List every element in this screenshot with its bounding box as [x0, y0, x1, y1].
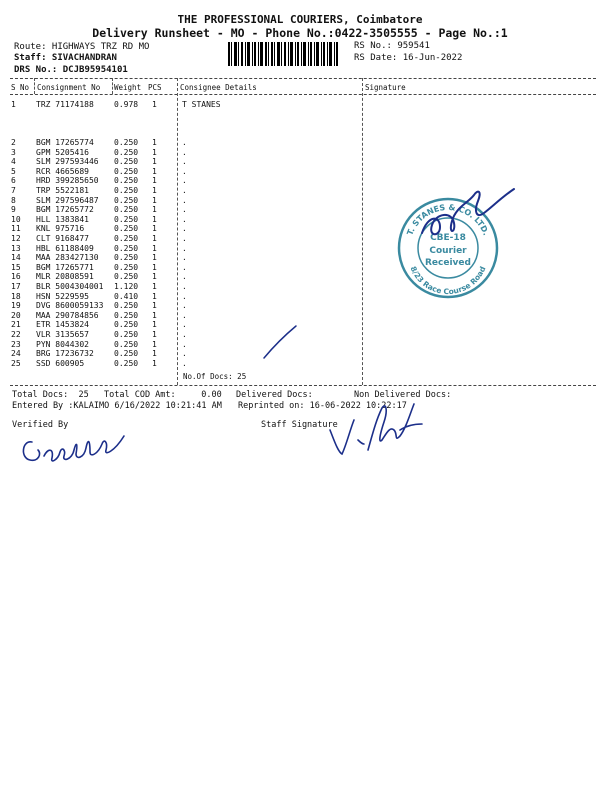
row-consignee-details: . [182, 358, 187, 368]
verified-by-label: Verified By [12, 420, 69, 430]
row-consignee-details: . [182, 243, 187, 253]
drs-number: DRS No.: DCJB95954101 [14, 65, 128, 75]
row-weight: 0.250 [114, 320, 139, 330]
row-sno: 23 [11, 339, 21, 349]
row-pcs: 1 [152, 166, 157, 176]
row-consignment-no: ETR 1453824 [36, 320, 89, 330]
row-consignment-no: HBL 61188409 [36, 243, 94, 253]
row-weight: 0.250 [114, 166, 139, 176]
row-weight: 0.250 [114, 301, 139, 311]
table-row [10, 244, 370, 254]
row-sno: 15 [11, 262, 21, 272]
row-weight: 0.250 [114, 330, 139, 339]
row-sno: 1 [11, 100, 16, 109]
row-consignment-no: GPM 5205416 [36, 147, 89, 157]
row-consignment-no: VLR 3135657 [36, 330, 89, 339]
row-sno: 18 [11, 291, 21, 301]
table-row [10, 205, 370, 215]
row-consignee-details: . [182, 147, 187, 157]
row-weight: 0.250 [114, 262, 139, 272]
row-consignee-details: . [182, 301, 187, 311]
row-pcs: 1 [152, 205, 157, 215]
row-weight: 0.250 [114, 339, 139, 349]
table-row [10, 272, 370, 282]
row-pcs: 1 [152, 214, 157, 224]
row-pcs: 1 [152, 243, 157, 253]
table-row [10, 301, 370, 311]
row-weight: 0.250 [114, 349, 139, 359]
stamp-line-2: Courier [429, 246, 467, 256]
row-sno: 7 [11, 186, 16, 195]
table-row [10, 263, 370, 273]
header-consignee-details: Consignee Details [180, 83, 257, 92]
row-sno: 6 [11, 176, 16, 186]
row-sno: 21 [11, 320, 21, 330]
row-consignee-details: . [182, 186, 187, 195]
row-consignment-no: BGM 17265774 [36, 138, 94, 147]
row-weight: 0.250 [114, 176, 139, 186]
row-pcs: 1 [152, 100, 157, 109]
row-weight: 0.978 [114, 100, 139, 109]
row-sno: 9 [11, 205, 16, 215]
row-pcs: 1 [152, 291, 157, 301]
pen-mark-image [260, 322, 300, 362]
row-consignment-no: HRD 399285650 [36, 176, 99, 186]
stamp-line-3: Received [425, 258, 471, 268]
row-consignee-details: . [182, 205, 187, 215]
row-consignment-no: MLR 20808591 [36, 272, 94, 282]
rs-date: RS Date: 16-Jun-2022 [354, 53, 463, 63]
table-row [10, 253, 370, 263]
row-consignee-details: . [182, 157, 187, 167]
company-title: THE PROFESSIONAL COURIERS, Coimbatore [177, 13, 423, 26]
row-pcs: 1 [152, 310, 157, 320]
table-row [10, 359, 370, 369]
stamp-bottom-text: 8/23 Race Course Road [408, 264, 488, 297]
row-pcs: 1 [152, 176, 157, 186]
row-sno: 20 [11, 310, 21, 320]
staff-label: Staff: SIVACHANDRAN [14, 53, 117, 63]
row-weight: 0.250 [114, 243, 139, 253]
row-sno: 22 [11, 330, 21, 339]
row-pcs: 1 [152, 339, 157, 349]
row-pcs: 1 [152, 358, 157, 368]
row-consignee-details: . [182, 262, 187, 272]
row-weight: 0.250 [114, 224, 139, 234]
row-pcs: 1 [152, 349, 157, 359]
row-consignment-no: RCR 4665689 [36, 166, 89, 176]
row-consignment-no: BLR 5004304001 [36, 282, 104, 291]
row-consignee-details: . [182, 282, 187, 291]
table-row [10, 100, 370, 110]
row-sno: 25 [11, 358, 21, 368]
header-sno: S No [11, 83, 30, 92]
row-pcs: 1 [152, 138, 157, 147]
route-label: Route: HIGHWAYS TRZ RD MO [14, 42, 150, 52]
row-consignee-details: . [182, 339, 187, 349]
row-sno: 19 [11, 301, 21, 311]
table-row [10, 196, 370, 206]
row-consignment-no: MAA 283427130 [36, 253, 99, 263]
row-sno: 5 [11, 166, 16, 176]
row-weight: 0.250 [114, 214, 139, 224]
runsheet-subtitle: Delivery Runsheet - MO - Phone No.:0422-3505555 - Page No.:1 [92, 26, 508, 40]
row-consignee-details: . [182, 349, 187, 359]
table-row [10, 215, 370, 225]
row-weight: 0.250 [114, 234, 139, 243]
row-sno: 24 [11, 349, 21, 359]
row-pcs: 1 [152, 195, 157, 205]
row-consignee-details: . [182, 214, 187, 224]
row-consignment-no: CLT 9168477 [36, 234, 89, 243]
table-row [10, 157, 370, 167]
table-bottom-rule [10, 385, 596, 386]
row-consignee-details: . [182, 224, 187, 234]
row-sno: 3 [11, 147, 16, 157]
col-divider [34, 78, 35, 94]
row-sno: 13 [11, 243, 21, 253]
stamp-line-1: CBE-18 [430, 233, 466, 243]
row-sno: 17 [11, 282, 21, 291]
row-pcs: 1 [152, 234, 157, 243]
table-row [10, 282, 370, 292]
verifier-signature-image [18, 420, 130, 468]
table-row [10, 292, 370, 302]
row-sno: 2 [11, 138, 16, 147]
receiver-signature-image [418, 185, 522, 245]
row-consignment-no: TRP 5522181 [36, 186, 89, 195]
total-cod-amount: Total COD Amt: 0.00 [104, 390, 222, 400]
row-consignment-no: SLM 297593446 [36, 157, 99, 167]
table-row [10, 234, 370, 244]
row-pcs: 1 [152, 186, 157, 195]
row-consignee-details: . [182, 253, 187, 263]
svg-text:8/23 Race Course Road [409, 265, 488, 296]
staff-signature-label: Staff Signature [261, 420, 338, 430]
table-top-rule [10, 78, 596, 79]
row-sno: 4 [11, 157, 16, 167]
row-consignment-no: HLL 1383841 [36, 214, 89, 224]
row-consignee-details: T STANES [182, 100, 221, 109]
row-sno: 12 [11, 234, 21, 243]
row-pcs: 1 [152, 272, 157, 282]
row-consignment-no: SSD 600905 [36, 358, 85, 368]
stamp-top-text: T. STANES & CO. LTD. [405, 202, 491, 237]
row-consignee-details: . [182, 310, 187, 320]
row-weight: 0.410 [114, 291, 139, 301]
row-consignment-no: BGM 17265771 [36, 262, 94, 272]
table-row [10, 330, 370, 340]
row-sno: 14 [11, 253, 21, 263]
row-weight: 0.250 [114, 147, 139, 157]
row-consignment-no: PYN 8044302 [36, 339, 89, 349]
row-weight: 0.250 [114, 310, 139, 320]
row-sno: 16 [11, 272, 21, 282]
row-consignee-details: . [182, 138, 187, 147]
row-consignment-no: TRZ 71174188 [36, 100, 94, 109]
row-pcs: 1 [152, 282, 157, 291]
table-row [10, 340, 370, 350]
row-weight: 0.250 [114, 195, 139, 205]
rs-number: RS No.: 959541 [354, 41, 430, 51]
table-row [10, 186, 370, 196]
col-divider [112, 78, 113, 94]
row-pcs: 1 [152, 157, 157, 167]
row-sno: 10 [11, 214, 21, 224]
table-row [10, 320, 370, 330]
header-consignment: Consignment No [37, 83, 101, 92]
table-row [10, 311, 370, 321]
row-weight: 0.250 [114, 157, 139, 167]
row-consignment-no: DVG 8600059133 [36, 301, 104, 311]
entered-by: Entered By :KALAIMO 6/16/2022 10:21:41 AM [12, 401, 222, 411]
row-consignment-no: BRG 17236732 [36, 349, 94, 359]
row-weight: 0.250 [114, 138, 139, 147]
row-consignee-details: . [182, 272, 187, 282]
staff-signature-image [328, 400, 424, 460]
row-consignee-details: . [182, 320, 187, 330]
row-pcs: 1 [152, 224, 157, 234]
header-pcs: PCS [148, 83, 162, 92]
row-pcs: 1 [152, 330, 157, 339]
row-consignment-no: SLM 297596487 [36, 195, 99, 205]
row-pcs: 1 [152, 253, 157, 263]
table-row [10, 167, 370, 177]
row-weight: 0.250 [114, 253, 139, 263]
row-consignee-details: . [182, 195, 187, 205]
row-weight: 0.250 [114, 358, 139, 368]
row-pcs: 1 [152, 147, 157, 157]
row-weight: 0.250 [114, 272, 139, 282]
header-weight: Weight [114, 83, 142, 92]
header-signature: Signature [365, 83, 406, 92]
table-header-rule [10, 94, 596, 95]
row-sno: 11 [11, 224, 21, 234]
table-row [10, 176, 370, 186]
non-delivered-docs: Non Delivered Docs: [354, 390, 452, 400]
delivered-docs: Delivered Docs: [236, 390, 313, 400]
table-row [10, 138, 370, 148]
row-consignment-no: MAA 290784856 [36, 310, 99, 320]
row-consignment-no: KNL 975716 [36, 224, 85, 234]
row-pcs: 1 [152, 262, 157, 272]
reprinted-on: Reprinted on: 16-06-2022 10:22:17 [238, 401, 407, 411]
row-consignment-no: BGM 17265772 [36, 205, 94, 215]
row-pcs: 1 [152, 320, 157, 330]
row-weight: 0.250 [114, 186, 139, 195]
row-consignee-details: . [182, 291, 187, 301]
table-row [10, 148, 370, 158]
row-pcs: 1 [152, 301, 157, 311]
row-weight: 1.120 [114, 282, 139, 291]
row-weight: 0.250 [114, 205, 139, 215]
barcode-image [228, 42, 338, 66]
docs-count: No.Of Docs: 25 [183, 372, 247, 381]
row-consignment-no: HSN 5229595 [36, 291, 89, 301]
row-sno: 8 [11, 195, 16, 205]
row-consignee-details: . [182, 330, 187, 339]
row-consignee-details: . [182, 166, 187, 176]
total-docs: Total Docs: 25 [12, 390, 89, 400]
table-row [10, 349, 370, 359]
table-row [10, 224, 370, 234]
row-consignee-details: . [182, 176, 187, 186]
row-consignee-details: . [182, 234, 187, 243]
